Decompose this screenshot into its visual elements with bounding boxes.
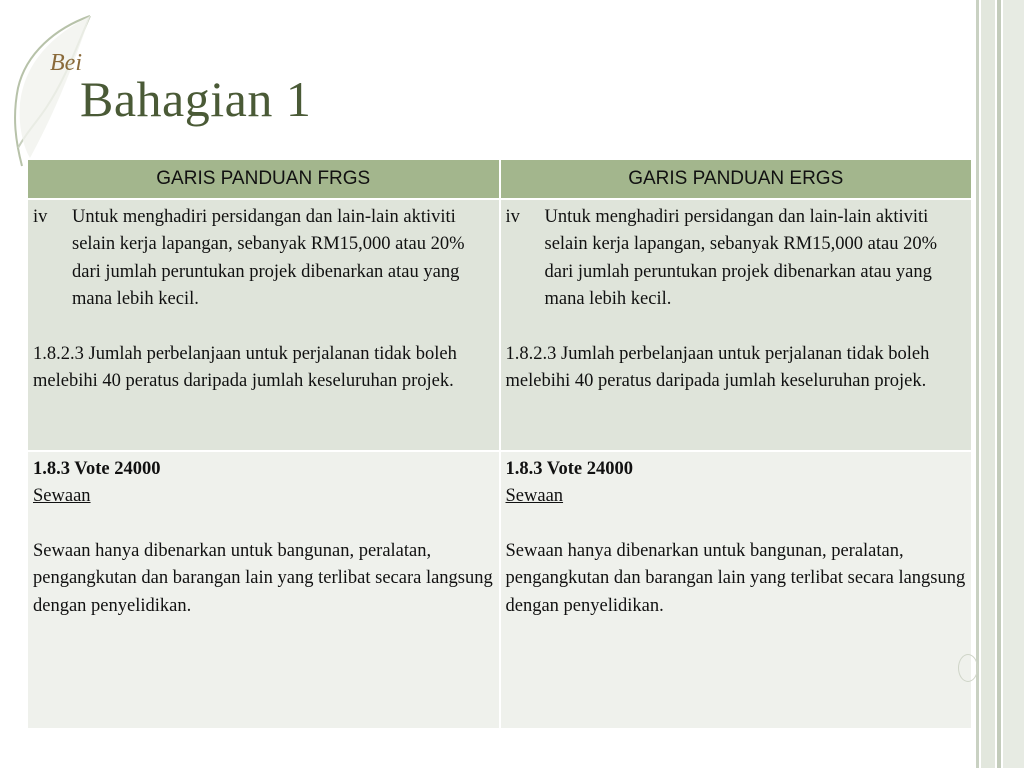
cell-frgs-travel [27,199,500,451]
table-header-row [27,159,972,199]
section-heading: 1.8.3 Vote 24000 [505,459,633,479]
paragraph-text: Sewaan hanya dibenarkan untuk bangunan, peralatan, pengangkutan dan barangan lain yang terlibat secara langsung dengan penyelidikan. [505,540,966,616]
logo-text-b: Bei [50,50,82,76]
table-row [27,451,972,729]
comparison-table [26,158,973,730]
cell-frgs-rental [27,451,500,729]
paragraph-text: Sewaan hanya dibenarkan untuk bangunan, peralatan, pengangkutan dan barangan lain yang terlibat secara langsung dengan penyelidikan. [33,540,493,616]
table-row [27,199,972,451]
section-subheading: Sewaan [505,486,564,507]
section-heading: 1.8.3 Vote 24000 [33,459,161,479]
section-subheading: Sewaan [33,486,91,507]
header-ergs: GARIS PANDUAN ERGS [500,159,973,199]
item-text: Untuk menghadiri persidangan dan lain-lain aktiviti selain kerja lapangan, sebanyak RM15,000 atau 20% dari jumlah peruntukan projek dibenarkan atau yang mana lebih kecil. [72,207,465,310]
paragraph-text: 1.8.2.3 Jumlah perbelanjaan untuk perjalanan tidak boleh melebihi 40 peratus daripada jumlah keseluruhan projek. [505,343,930,392]
list-item [506,204,967,314]
list-item [33,204,494,314]
list-marker: iv [33,207,48,227]
right-decorative-stripes [976,0,1024,768]
header-frgs: GARIS PANDUAN FRGS [27,159,500,199]
cell-ergs-rental [500,451,973,729]
list-marker: iv [505,207,520,227]
decorative-circle [958,654,978,682]
page-title: Bahagian 1 [80,71,312,127]
paragraph-text: 1.8.2.3 Jumlah perbelanjaan untuk perjalanan tidak boleh melebihi 40 peratus daripada jumlah keseluruhan projek. [33,343,457,392]
cell-ergs-travel [500,199,973,451]
item-text: Untuk menghadiri persidangan dan lain-lain aktiviti selain kerja lapangan, sebanyak RM15,000 atau 20% dari jumlah peruntukan projek dibenarkan atau yang mana lebih kecil. [544,207,937,310]
